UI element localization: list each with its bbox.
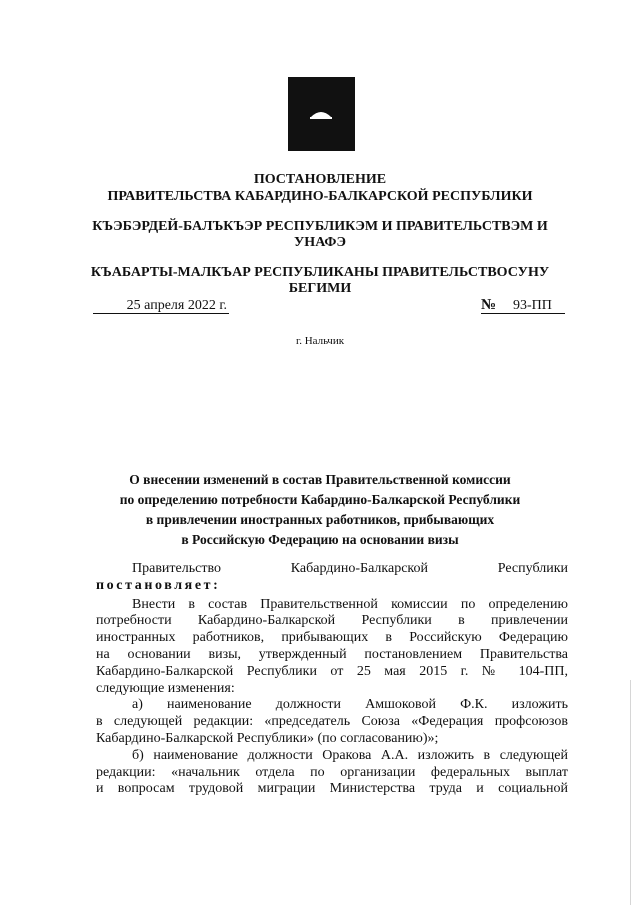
body-line: иностранных работников, прибывающих в Российскую Федерацию	[96, 630, 568, 646]
body-line: в следующей редакции: «председатель Союза «Федерация профсоюзов	[96, 714, 568, 730]
government-heading: ПРАВИТЕЛЬСТВА КАБАРДИНО-БАЛКАРСКОЙ РЕСПУБЛИКИ	[107, 189, 533, 204]
balkar-heading-line2: БЕГИМИ	[288, 281, 352, 296]
coat-of-arms-emblem	[288, 77, 355, 151]
decree-body	[96, 561, 568, 798]
body-line: Правительство Кабардино-Балкарской Республики	[132, 561, 568, 576]
body-line: на основании визы, утвержденный постановлением Правительства	[96, 646, 568, 662]
city-name: г. Нальчик	[295, 335, 345, 347]
doc-type-heading: ПОСТАНОВЛЕНИЕ	[253, 172, 387, 187]
body-line: редакции: «начальник отдела по организации федеральных выплат	[96, 764, 568, 780]
balkar-heading-line1: КЪАБАРТЫ-МАЛКЪАР РЕСПУБЛИКАНЫ ПРАВИТЕЛЬСТВОСУНУ	[90, 265, 550, 280]
decree-title	[70, 470, 570, 550]
body-line: и вопросам трудовой миграции Министерства труда и социальной	[96, 781, 568, 797]
body-line: потребности Кабардино-Балкарской Республики в привлечении	[96, 613, 568, 629]
body-line: Внести в состав Правительственной комиссии по определению	[132, 596, 568, 612]
body-line: Кабардино-Балкарской Республики от 25 мая 2015 г. № 104-ПП,	[96, 663, 568, 679]
scan-edge-line	[630, 680, 631, 905]
decree-title-line: в Российскую Федерацию на основании визы	[181, 532, 459, 547]
body-line: б) наименование должности Оракова А.А. изложить в следующей	[132, 747, 568, 763]
decree-number: 93-ПП	[513, 298, 552, 313]
date-underline	[93, 313, 229, 314]
body-line: следующие изменения:	[96, 680, 235, 696]
body-line-resolves: постановляет:	[96, 577, 221, 593]
decree-title-line: О внесении изменений в состав Правительственной комиссии	[129, 472, 511, 487]
emblem-icon	[288, 77, 355, 151]
decree-title-line: по определению потребности Кабардино-Балкарской Республики	[119, 492, 521, 507]
number-sign: №	[481, 297, 497, 313]
body-line: а) наименование должности Амшоковой Ф.К. изложить	[132, 697, 568, 713]
decree-date: 25 апреля 2022 г.	[126, 298, 227, 313]
number-underline	[481, 313, 565, 314]
decree-title-line: в привлечении иностранных работников, прибывающих	[145, 512, 495, 527]
kabardian-heading-line2: УНАФЭ	[294, 235, 346, 250]
kabardian-heading-line1: КЪЭБЭРДЕЙ-БАЛЪКЪЭР РЕСПУБЛИКЭМ И ПРАВИТЕЛЬСТВЭМ И	[92, 219, 548, 234]
body-line: Кабардино-Балкарской Республики» (по согласованию)»;	[96, 730, 439, 746]
